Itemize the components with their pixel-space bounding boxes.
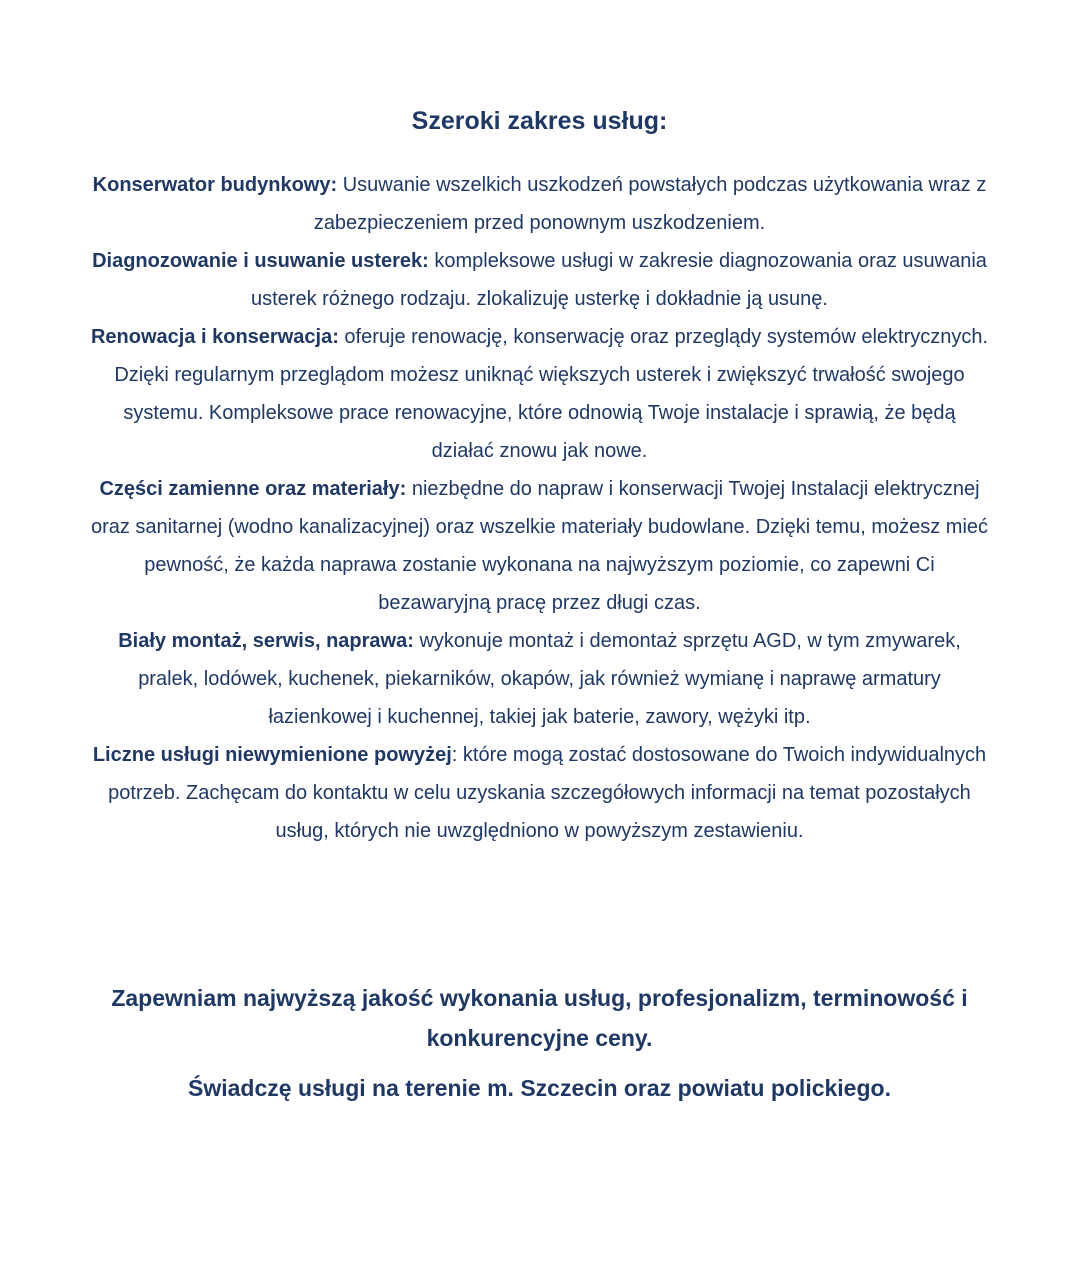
footer bbox=[90, 978, 990, 1108]
service-label: Diagnozowanie i usuwanie usterek: bbox=[92, 250, 429, 272]
service-paragraph bbox=[90, 622, 990, 736]
service-paragraph bbox=[90, 166, 990, 242]
service-text: : które mogą zostać dostosowane do Twoich indywidualnych potrzeb. Zachęcam do kontaktu w celu uzyskania szczegółowych informacji na temat pozostałych usług, których nie uwzględniono w powyższym zestawieniu. bbox=[108, 744, 987, 842]
service-text: niezbędne do napraw i konserwacji Twojej Instalacji elektrycznej oraz sanitarnej (wodno kanalizacyjnej) oraz wszelkie materiały budowlane. Dzięki temu, możesz mieć pewność, że każda naprawa zostanie wykonana na najwyższym poziomie, co zapewni Ci bezawaryjną pracę przez długi czas. bbox=[90, 478, 989, 614]
footer-quality-statement: Zapewniam najwyższą jakość wykonania usług, profesjonalizm, terminowość i konkurencyjne ceny. bbox=[111, 985, 968, 1051]
document-page bbox=[90, 0, 990, 1108]
service-label: Konserwator budynkowy: bbox=[92, 174, 338, 196]
service-paragraph bbox=[90, 318, 990, 470]
service-text: wykonuje montaż i demontaż sprzętu AGD, w tym zmywarek, pralek, lodówek, kuchenek, piekarników, okapów, jak również wymianę i naprawę armatury łazienkowej i kuchennej, takiej jak baterie, zawory, wężyki itp. bbox=[138, 630, 961, 728]
service-label: Renowacja i konserwacja: bbox=[90, 326, 339, 348]
service-text: kompleksowe usługi w zakresie diagnozowania oraz usuwania usterek różnego rodzaju. zlokalizuję usterkę i dokładnie ją usunę. bbox=[250, 250, 987, 310]
service-paragraph bbox=[90, 470, 990, 622]
service-label: Biały montaż, serwis, naprawa: bbox=[118, 630, 414, 652]
service-paragraph bbox=[90, 736, 990, 850]
service-paragraph bbox=[90, 242, 990, 318]
service-text: oferuje renowację, konserwację oraz przeglądy systemów elektrycznych. Dzięki regularnym przeglądom możesz uniknąć większych usterek i zwiększyć trwałość swojego systemu. Kompleksowe prace renowacyjne, które odnowią Twoje instalacje i sprawią, że będą działać znowu jak nowe. bbox=[114, 326, 989, 462]
service-text: Usuwanie wszelkich uszkodzeń powstałych podczas użytkowania wraz z zabezpieczeniem przed ponownym uszkodzeniem. bbox=[313, 174, 987, 234]
service-label: Liczne usługi niewymienione powyżej bbox=[92, 744, 452, 766]
service-label: Części zamienne oraz materiały: bbox=[99, 478, 407, 500]
page-title: Szeroki zakres usług: bbox=[411, 107, 668, 135]
footer-service-area-statement: Świadczę usługi na terenie m. Szczecin oraz powiatu polickiego. bbox=[188, 1075, 891, 1101]
service-list bbox=[90, 166, 990, 850]
